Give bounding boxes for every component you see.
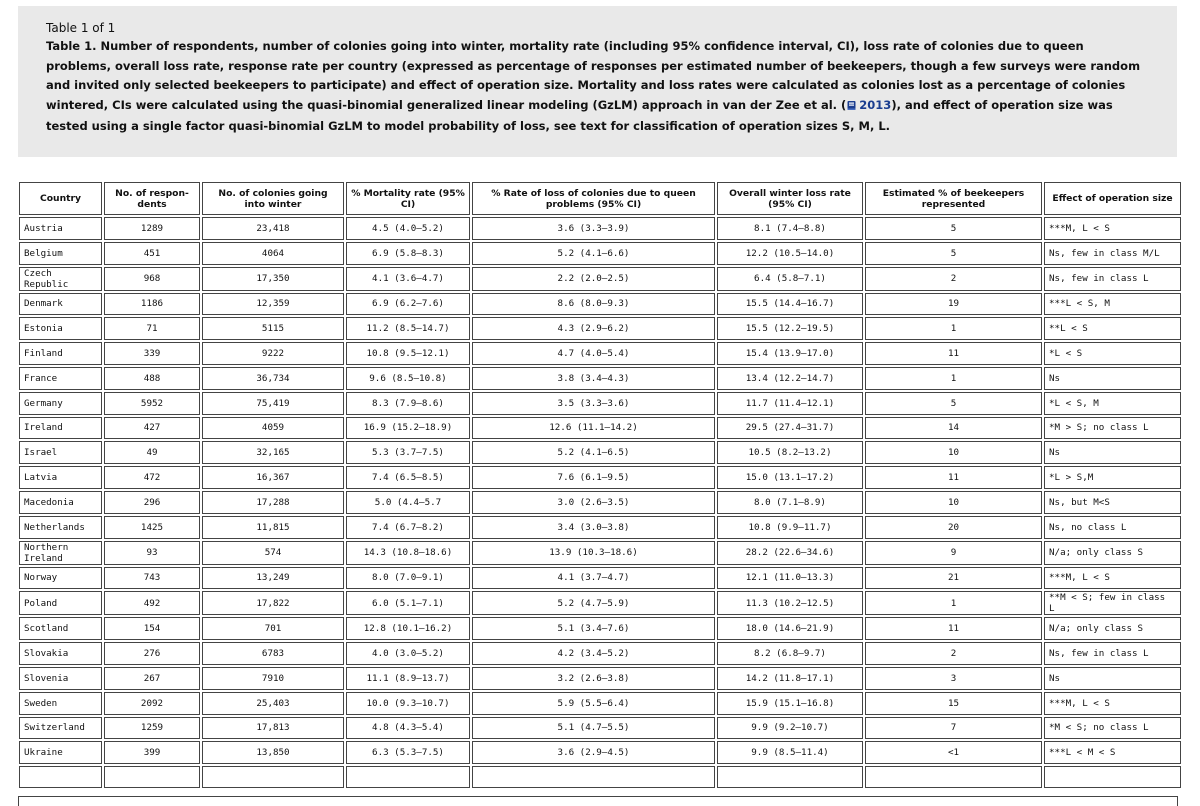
table-cell: 12,359 <box>202 293 344 316</box>
table-cell: 3.0 (2.6–3.5) <box>472 491 715 514</box>
caption-text-part-2: ), and effect of operation size was tested using a single factor quasi-binomial GzLM to model probability of loss, see text for classification of operation sizes S, M, L. <box>46 97 1113 134</box>
table-cell: 3.4 (3.0–3.8) <box>472 516 715 539</box>
table-cell: 701 <box>202 617 344 640</box>
table-cell: Scotland <box>19 617 102 640</box>
table-cell: 4.3 (2.9–6.2) <box>472 317 715 340</box>
table-row <box>19 342 1181 365</box>
table-cell: 71 <box>104 317 200 340</box>
table-cell: 8.2 (6.8–9.7) <box>717 642 863 665</box>
table-counter: Table 1 of 1 <box>46 21 116 35</box>
table-cell: Netherlands <box>19 516 102 539</box>
table-cell: Ukraine <box>19 741 102 764</box>
table-cell: 339 <box>104 342 200 365</box>
table-cell: 7910 <box>202 667 344 690</box>
table-cell: 10 <box>865 441 1042 464</box>
table-cell: 11.2 (8.5–14.7) <box>346 317 470 340</box>
table-cell: 15.0 (13.1–17.2) <box>717 466 863 489</box>
table-cell: Ns <box>1044 667 1181 690</box>
table-cell: 5 <box>865 392 1042 415</box>
table-row <box>19 642 1181 665</box>
table-row <box>19 591 1181 615</box>
table-cell: *L > S,M <box>1044 466 1181 489</box>
book-icon <box>846 98 857 118</box>
table-cell <box>1044 766 1181 788</box>
column-header: % Rate of loss of colonies due to queen problems (95% CI) <box>472 182 715 215</box>
table-cell: 3.5 (3.3–3.6) <box>472 392 715 415</box>
table-row <box>19 491 1181 514</box>
table-cell: 276 <box>104 642 200 665</box>
table-cell: 5952 <box>104 392 200 415</box>
table-cell: 10.0 (9.3–10.7) <box>346 692 470 715</box>
table-row <box>19 466 1181 489</box>
table-cell: 93 <box>104 541 200 565</box>
table-cell: 12.6 (11.1–14.2) <box>472 417 715 440</box>
table-cell: 7.4 (6.5–8.5) <box>346 466 470 489</box>
table-cell: 11.1 (8.9–13.7) <box>346 667 470 690</box>
table-cell: 9.6 (8.5–10.8) <box>346 367 470 390</box>
table-cell: Poland <box>19 591 102 615</box>
table-cell: 10.8 (9.5–12.1) <box>346 342 470 365</box>
table-cell: 13,850 <box>202 741 344 764</box>
table-cell: 1 <box>865 317 1042 340</box>
table-cell: 25,403 <box>202 692 344 715</box>
table-cell: 10.8 (9.9–11.7) <box>717 516 863 539</box>
table-cell: 13,249 <box>202 567 344 590</box>
table-cell: 5.9 (5.5–6.4) <box>472 692 715 715</box>
table-cell: Slovenia <box>19 667 102 690</box>
table-cell: 574 <box>202 541 344 565</box>
table-row <box>19 441 1181 464</box>
table-cell: 9.9 (8.5–11.4) <box>717 741 863 764</box>
table-cell: 21 <box>865 567 1042 590</box>
table-cell: 5.2 (4.7–5.9) <box>472 591 715 615</box>
reference-link[interactable] <box>846 98 891 112</box>
table-cell: 11 <box>865 466 1042 489</box>
table-cell: ***M, L < S <box>1044 217 1181 240</box>
table-row <box>19 367 1181 390</box>
table-body <box>19 217 1181 788</box>
table-cell: 4.5 (4.0–5.2) <box>346 217 470 240</box>
table-cell: *M > S; no class L <box>1044 417 1181 440</box>
column-header: Country <box>19 182 102 215</box>
table-cell: Latvia <box>19 466 102 489</box>
table-cell: Slovakia <box>19 642 102 665</box>
table-cell <box>717 766 863 788</box>
table-cell: France <box>19 367 102 390</box>
table-cell: **M < S; few in class L <box>1044 591 1181 615</box>
table-cell: 29.5 (27.4–31.7) <box>717 417 863 440</box>
table-cell: 17,288 <box>202 491 344 514</box>
table-row <box>19 541 1181 565</box>
table-cell: 968 <box>104 267 200 291</box>
table-cell: 3.2 (2.6–3.8) <box>472 667 715 690</box>
table-cell: 5.2 (4.1–6.5) <box>472 441 715 464</box>
table-cell: Estonia <box>19 317 102 340</box>
table-cell: Ns, no class L <box>1044 516 1181 539</box>
table-cell: 6.9 (6.2–7.6) <box>346 293 470 316</box>
table-cell: Macedonia <box>19 491 102 514</box>
table-cell: 4.1 (3.6–4.7) <box>346 267 470 291</box>
table-cell: Ireland <box>19 417 102 440</box>
table-cell: Czech Republic <box>19 267 102 291</box>
table-cell: 28.2 (22.6–34.6) <box>717 541 863 565</box>
table-cell: Ns, few in class L <box>1044 642 1181 665</box>
column-header: No. of colonies going into winter <box>202 182 344 215</box>
table-cell: 15.9 (15.1–16.8) <box>717 692 863 715</box>
table-cell: 8.1 (7.4–8.8) <box>717 217 863 240</box>
table-cell: 296 <box>104 491 200 514</box>
table-cell: 4064 <box>202 242 344 265</box>
table-cell: 17,813 <box>202 717 344 740</box>
table-cell: 5.0 (4.4–5.7 <box>346 491 470 514</box>
table-cell: Ns, few in class M/L <box>1044 242 1181 265</box>
column-header: % Mortality rate (95% CI) <box>346 182 470 215</box>
table-cell: 5.1 (4.7–5.5) <box>472 717 715 740</box>
table-row <box>19 741 1181 764</box>
table-cell: *L < S <box>1044 342 1181 365</box>
column-header: No. of respon-dents <box>104 182 200 215</box>
table-cell: 6.4 (5.8–7.1) <box>717 267 863 291</box>
table-cell: 6.0 (5.1–7.1) <box>346 591 470 615</box>
table-cell: Northern Ireland <box>19 541 102 565</box>
table-cell: 49 <box>104 441 200 464</box>
table-cell <box>865 766 1042 788</box>
table-cell: 6.9 (5.8–8.3) <box>346 242 470 265</box>
table-cell: 427 <box>104 417 200 440</box>
table-cell: 14.2 (11.8–17.1) <box>717 667 863 690</box>
table-cell: Ns, few in class L <box>1044 267 1181 291</box>
table-cell: 12.1 (11.0–13.3) <box>717 567 863 590</box>
table-cell: 492 <box>104 591 200 615</box>
table-cell: 1289 <box>104 217 200 240</box>
table-cell: 4.0 (3.0–5.2) <box>346 642 470 665</box>
data-table-container <box>17 180 1179 790</box>
table-cell <box>346 766 470 788</box>
table-cell <box>19 766 102 788</box>
table-row <box>19 567 1181 590</box>
table-cell: 9.9 (9.2–10.7) <box>717 717 863 740</box>
table-row <box>19 417 1181 440</box>
table-cell: *M < S; no class L <box>1044 717 1181 740</box>
table-row <box>19 267 1181 291</box>
table-row <box>19 667 1181 690</box>
table-row <box>19 217 1181 240</box>
table-cell: 5 <box>865 217 1042 240</box>
table-cell: 13.4 (12.2–14.7) <box>717 367 863 390</box>
table-cell: 5 <box>865 242 1042 265</box>
table-row <box>19 717 1181 740</box>
table-cell: Denmark <box>19 293 102 316</box>
table-caption-box <box>18 6 1177 157</box>
table-cell: N/a; only class S <box>1044 541 1181 565</box>
table-cell <box>472 766 715 788</box>
table-cell: ***M, L < S <box>1044 692 1181 715</box>
table-cell: ***L < S, M <box>1044 293 1181 316</box>
table-cell: **L < S <box>1044 317 1181 340</box>
table-cell: 12.8 (10.1–16.2) <box>346 617 470 640</box>
table-cell: Switzerland <box>19 717 102 740</box>
caption-text-part-1: Table 1. Number of respondents, number of colonies going into winter, mortality rate (including 95% confidence interval, CI), loss rate of colonies due to queen problems, overall loss rate, response rate per country (expressed as percentage of responses per estimated number of beekeepers, though a few surveys were random and invited only selected beekeepers to participate) and effect of operation size. Mortality and loss rates were calculated as colonies lost as a percentage of colonies wintered, CIs were calculated using the quasi-binomial generalized linear modeling (GzLM) approach in van der Zee et al. ( <box>46 39 1141 112</box>
table-cell: <1 <box>865 741 1042 764</box>
table-cell: 15.5 (12.2–19.5) <box>717 317 863 340</box>
table-cell: 4059 <box>202 417 344 440</box>
table-cell: 7.6 (6.1–9.5) <box>472 466 715 489</box>
table-cell: 75,419 <box>202 392 344 415</box>
table-cell: 15.5 (14.4–16.7) <box>717 293 863 316</box>
table-cell: 4.8 (4.3–5.4) <box>346 717 470 740</box>
table-cell: 19 <box>865 293 1042 316</box>
table-cell: 7.4 (6.7–8.2) <box>346 516 470 539</box>
table-cell: 2.2 (2.0–2.5) <box>472 267 715 291</box>
table-row <box>19 617 1181 640</box>
table-cell: 2 <box>865 642 1042 665</box>
table-cell: 399 <box>104 741 200 764</box>
table-cell: 488 <box>104 367 200 390</box>
table-cell: 15 <box>865 692 1042 715</box>
column-header: Estimated % of beekeepers represented <box>865 182 1042 215</box>
table-cell: Belgium <box>19 242 102 265</box>
table-cell: Sweden <box>19 692 102 715</box>
table-cell: 4.2 (3.4–5.2) <box>472 642 715 665</box>
table-cell: 14.3 (10.8–18.6) <box>346 541 470 565</box>
table-cell: 5.1 (3.4–7.6) <box>472 617 715 640</box>
table-cell: 1259 <box>104 717 200 740</box>
table-cell: 3 <box>865 667 1042 690</box>
table-row <box>19 766 1181 788</box>
column-header: Effect of operation size <box>1044 182 1181 215</box>
table-cell: ***M, L < S <box>1044 567 1181 590</box>
table-header-row <box>19 182 1181 215</box>
table-cell: 8.3 (7.9–8.6) <box>346 392 470 415</box>
table-cell: Israel <box>19 441 102 464</box>
table-cell: ***L < M < S <box>1044 741 1181 764</box>
table-cell: 3.8 (3.4–4.3) <box>472 367 715 390</box>
table-cell: 11.3 (10.2–12.5) <box>717 591 863 615</box>
table-cell: 267 <box>104 667 200 690</box>
table-row <box>19 293 1181 316</box>
table-row <box>19 242 1181 265</box>
table-cell: 5.2 (4.1–6.6) <box>472 242 715 265</box>
table-cell: 8.6 (8.0–9.3) <box>472 293 715 316</box>
table-cell: 1 <box>865 591 1042 615</box>
table-cell: 18.0 (14.6–21.9) <box>717 617 863 640</box>
table-cell: 6783 <box>202 642 344 665</box>
table-row <box>19 392 1181 415</box>
table-cell: 6.3 (5.3–7.5) <box>346 741 470 764</box>
table-cell: 472 <box>104 466 200 489</box>
table-cell: 8.0 (7.0–9.1) <box>346 567 470 590</box>
table-cell: 5115 <box>202 317 344 340</box>
table-cell: Ns <box>1044 441 1181 464</box>
table-cell: 14 <box>865 417 1042 440</box>
table-cell: 1425 <box>104 516 200 539</box>
table-cell: 11 <box>865 342 1042 365</box>
table-cell: 9222 <box>202 342 344 365</box>
table-cell: 154 <box>104 617 200 640</box>
table-cell: 2092 <box>104 692 200 715</box>
table-cell: 13.9 (10.3–18.6) <box>472 541 715 565</box>
table-cell: 10 <box>865 491 1042 514</box>
table-cell: 7 <box>865 717 1042 740</box>
reference-year: 2013 <box>859 97 892 112</box>
table-cell: 4.7 (4.0–5.4) <box>472 342 715 365</box>
table-cell: 3.6 (2.9–4.5) <box>472 741 715 764</box>
table-footer-border <box>18 796 1178 806</box>
table-cell: 12.2 (10.5–14.0) <box>717 242 863 265</box>
table-cell: 8.0 (7.1–8.9) <box>717 491 863 514</box>
table-row <box>19 317 1181 340</box>
table-cell: Finland <box>19 342 102 365</box>
table-cell: 16,367 <box>202 466 344 489</box>
table-cell: 2 <box>865 267 1042 291</box>
table-cell: 36,734 <box>202 367 344 390</box>
table-cell: N/a; only class S <box>1044 617 1181 640</box>
table-cell: Austria <box>19 217 102 240</box>
table-cell <box>104 766 200 788</box>
table-cell: 20 <box>865 516 1042 539</box>
table-cell: *L < S, M <box>1044 392 1181 415</box>
table-cell: 1186 <box>104 293 200 316</box>
column-header: Overall winter loss rate (95% CI) <box>717 182 863 215</box>
table-cell: 11 <box>865 617 1042 640</box>
table-cell: 15.4 (13.9–17.0) <box>717 342 863 365</box>
colony-loss-table <box>17 180 1183 790</box>
table-caption <box>46 37 1151 137</box>
table-row <box>19 516 1181 539</box>
table-cell: 10.5 (8.2–13.2) <box>717 441 863 464</box>
table-cell: 16.9 (15.2–18.9) <box>346 417 470 440</box>
table-cell: 743 <box>104 567 200 590</box>
table-cell: 11.7 (11.4–12.1) <box>717 392 863 415</box>
table-cell: 5.3 (3.7–7.5) <box>346 441 470 464</box>
table-cell: 32,165 <box>202 441 344 464</box>
table-cell: Norway <box>19 567 102 590</box>
table-cell: 17,822 <box>202 591 344 615</box>
table-cell: Ns <box>1044 367 1181 390</box>
table-cell: 4.1 (3.7–4.7) <box>472 567 715 590</box>
table-cell: Germany <box>19 392 102 415</box>
table-cell: Ns, but M<S <box>1044 491 1181 514</box>
table-cell <box>202 766 344 788</box>
table-row <box>19 692 1181 715</box>
table-cell: 9 <box>865 541 1042 565</box>
table-cell: 451 <box>104 242 200 265</box>
table-cell: 1 <box>865 367 1042 390</box>
table-cell: 17,350 <box>202 267 344 291</box>
table-cell: 11,815 <box>202 516 344 539</box>
table-cell: 3.6 (3.3–3.9) <box>472 217 715 240</box>
table-cell: 23,418 <box>202 217 344 240</box>
